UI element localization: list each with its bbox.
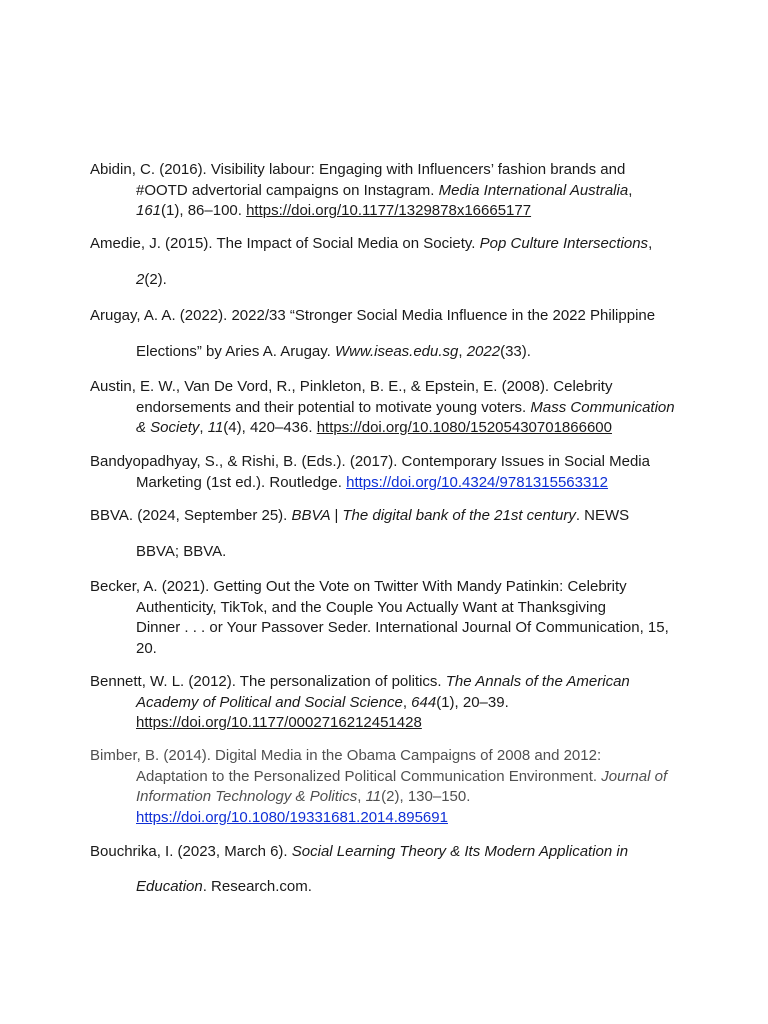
reference-text: . Research.com. bbox=[202, 877, 312, 895]
reference-text: , bbox=[628, 181, 633, 199]
reference-text: Bandyopadhyay, S., & Rishi, B. (Eds.). (2017). Contemporary Issues in Social Media bbox=[90, 453, 650, 470]
reference-text: Authenticity, TikTok, and the Couple You Actually Want at Thanksgiving bbox=[136, 598, 607, 616]
reference-text: (4), 420–436. bbox=[223, 419, 317, 436]
journal-title: Academy of Political and Social Science bbox=[136, 693, 403, 711]
reference-text: endorsements and their potential to motivate young voters. bbox=[136, 398, 531, 416]
reference-text: (1), 20–39. bbox=[436, 693, 509, 711]
reference-text: Arugay, A. A. (2022). 2022/33 “Stronger Social Media Influence in the 2022 Philippine bbox=[90, 307, 656, 324]
article-title: Education bbox=[136, 877, 203, 895]
website-title: BBVA | The digital bank of the 21st century bbox=[291, 507, 576, 524]
reference-line bbox=[90, 713, 680, 734]
reference-line bbox=[90, 398, 680, 419]
volume: 2022 bbox=[466, 342, 501, 360]
journal-title: & Society bbox=[136, 419, 200, 436]
reference-line bbox=[90, 306, 680, 327]
reference-entry bbox=[90, 672, 680, 734]
reference-line bbox=[90, 577, 680, 598]
reference-entry bbox=[90, 746, 680, 828]
reference-line bbox=[90, 160, 680, 181]
reference-text: , bbox=[402, 693, 412, 711]
reference-text: (2), 130–150. bbox=[381, 788, 471, 805]
reference-text: Austin, E. W., Van De Vord, R., Pinkleton, B. E., & Epstein, E. (2008). Celebrity bbox=[90, 378, 613, 395]
reference-line bbox=[90, 618, 680, 639]
volume: 2 bbox=[136, 270, 145, 288]
reference-text: BBVA; BBVA. bbox=[136, 542, 227, 560]
volume: 161 bbox=[136, 202, 162, 219]
reference-entry bbox=[90, 452, 680, 493]
journal-title: The Annals of the American bbox=[445, 673, 630, 690]
volume: 11 bbox=[365, 788, 382, 805]
journal-title: Pop Culture Intersections bbox=[479, 235, 649, 252]
reference-text: , bbox=[199, 419, 208, 436]
reference-entry bbox=[90, 506, 680, 562]
reference-text: Adaptation to the Personalized Political Communication Environment. bbox=[136, 767, 602, 785]
reference-line bbox=[90, 767, 680, 788]
doi-link[interactable]: https://doi.org/10.1080/15205430701866600 bbox=[316, 419, 612, 436]
reference-line bbox=[90, 808, 680, 829]
article-title: Social Learning Theory & Its Modern Application in bbox=[291, 843, 629, 860]
reference-text: . NEWS bbox=[575, 507, 630, 524]
reference-text: Dinner . . . or Your Passover Seder. International Journal Of Communication, 15, bbox=[136, 619, 669, 636]
doi-link[interactable]: https://doi.org/10.1177/1329878x16665177 bbox=[246, 202, 532, 219]
reference-line bbox=[90, 672, 680, 693]
journal-title: Information Technology & Politics bbox=[136, 788, 358, 805]
reference-text: (33). bbox=[500, 342, 531, 360]
volume: 644 bbox=[411, 693, 437, 711]
reference-line bbox=[90, 452, 680, 473]
reference-line bbox=[90, 877, 680, 898]
reference-entry bbox=[90, 577, 680, 659]
reference-line bbox=[90, 342, 680, 363]
reference-text: (2). bbox=[144, 270, 167, 288]
reference-line bbox=[90, 234, 680, 255]
reference-text: Abidin, C. (2016). Visibility labour: Engaging with Influencers’ fashion brands and bbox=[90, 161, 626, 178]
reference-text: Bennett, W. L. (2012). The personalization of politics. bbox=[90, 673, 446, 690]
reference-text: Bimber, B. (2014). Digital Media in the Obama Campaigns of 2008 and 2012: bbox=[90, 747, 602, 764]
reference-text: , bbox=[458, 342, 467, 360]
reference-line bbox=[90, 418, 680, 439]
reference-line bbox=[90, 473, 680, 494]
reference-text: (1), 86–100. bbox=[161, 202, 247, 219]
reference-text: Marketing (1st ed.). Routledge. bbox=[136, 473, 347, 491]
reference-line bbox=[90, 598, 680, 619]
reference-entry bbox=[90, 377, 680, 439]
reference-text: , bbox=[648, 235, 653, 252]
reference-line bbox=[90, 693, 680, 714]
doi-link[interactable]: https://doi.org/10.1177/0002716212451428 bbox=[136, 714, 422, 731]
website-title: Www.iseas.edu.sg bbox=[334, 342, 459, 360]
reference-text: Becker, A. (2021). Getting Out the Vote on Twitter With Mandy Patinkin: Celebrity bbox=[90, 578, 627, 595]
journal-title: Media International Australia bbox=[438, 181, 629, 199]
reference-text: 20. bbox=[136, 639, 157, 657]
journal-title: Mass Communication bbox=[530, 398, 675, 416]
reference-text: BBVA. (2024, September 25). bbox=[90, 507, 292, 524]
reference-line bbox=[90, 201, 680, 222]
reference-line bbox=[90, 506, 680, 527]
reference-line bbox=[90, 181, 680, 202]
reference-text: , bbox=[357, 788, 366, 805]
reference-line bbox=[90, 270, 680, 291]
reference-line bbox=[90, 377, 680, 398]
reference-line bbox=[90, 842, 680, 863]
reference-entry bbox=[90, 160, 680, 222]
reference-entry bbox=[90, 842, 680, 897]
reference-text: Bouchrika, I. (2023, March 6). bbox=[90, 843, 292, 860]
doi-link[interactable]: https://doi.org/10.4324/9781315563312 bbox=[346, 473, 609, 491]
reference-text: #OOTD advertorial campaigns on Instagram. bbox=[136, 181, 439, 199]
reference-line bbox=[90, 746, 680, 767]
reference-line bbox=[90, 787, 680, 808]
volume: 11 bbox=[207, 419, 224, 436]
reference-entry bbox=[90, 234, 680, 290]
reference-line bbox=[90, 542, 680, 563]
reference-entry bbox=[90, 306, 680, 362]
reference-text: Amedie, J. (2015). The Impact of Social Media on Society. bbox=[90, 235, 480, 252]
journal-title: Journal of bbox=[601, 767, 668, 785]
reference-line bbox=[90, 639, 680, 660]
doi-link[interactable]: https://doi.org/10.1080/19331681.2014.895691 bbox=[136, 808, 448, 826]
reference-text: Elections” by Aries A. Arugay. bbox=[136, 342, 335, 360]
